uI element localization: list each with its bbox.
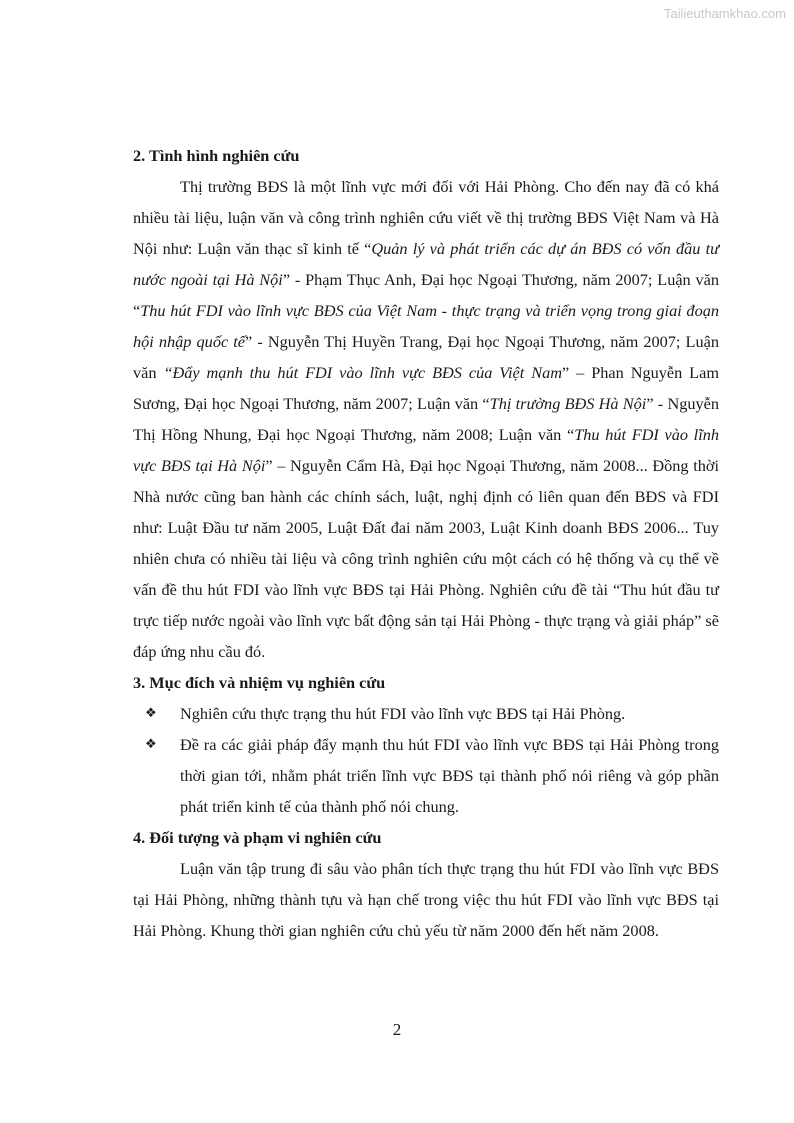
para-text: ” – Phan Nguyễn Lam Sương, Đại học Ngoại Thương, năm 2007; Luận văn “ <box>133 363 720 413</box>
italic-title: Quản lý và phát triển các dự án BĐS có vốn đầu tư nước ngoài tại Hà Nội <box>133 239 719 289</box>
para-text: ” - Nguyễn Thị Huyền Trang, Đại học Ngoại Thương, năm 2007; Luận văn <box>133 332 719 382</box>
italic-title: Thu hút FDI vào lĩnh vực BĐS tại Hà Nội <box>133 425 719 475</box>
document-body <box>133 140 719 946</box>
section-3-heading: 3. Mục đích và nhiệm vụ nghiên cứu <box>133 673 386 692</box>
para-text: ” - Phạm Thục Anh, Đại học Ngoại Thương, năm 2007; Luận văn “ <box>133 270 720 320</box>
section-4-paragraph: Luận văn tập trung đi sâu vào phân tích thực trạng thu hút FDI vào lĩnh vực BĐS tại Hải Phòng, những thành tựu và hạn chế trong việc thu hút FDI vào lĩnh vực BĐS tại Hải Phòng. Khung thời gian nghiên cứu chủ yếu từ năm 2000 đến hết năm 2008. <box>133 859 719 940</box>
list-item-text: Nghiên cứu thực trạng thu hút FDI vào lĩnh vực BĐS tại Hải Phòng. <box>180 704 626 723</box>
list-item-text: Đề ra các giải pháp đẩy mạnh thu hút FDI vào lĩnh vực BĐS tại Hải Phòng trong thời gian tới, nhằm phát triển lĩnh vực BĐS tại thành phố nói riêng và góp phần phát triển kinh tế của thành phố nói chung. <box>180 735 719 816</box>
diamond-bullet-icon: ❖ <box>145 706 157 721</box>
para-text: ” - Nguyễn Thị Hồng Nhung, Đại học Ngoại Thương, năm 2008; Luận văn “ <box>133 394 719 444</box>
list-item <box>133 698 719 729</box>
page-number: 2 <box>392 1020 402 1039</box>
italic-title: Thu hút FDI vào lĩnh vực BĐS của Việt Nam - thực trạng và triển vọng trong giai đoạn hội nhập quốc tế <box>133 301 719 351</box>
para-text: Thị trường BĐS là một lĩnh vực mới đối với Hải Phòng. Cho đến nay đã có khá nhiều tài liệu, luận văn và công trình nghiên cứu viết về thị trường BĐS Việt Nam và Hà Nội như: Luận văn thạc sĩ kinh tế “ <box>133 177 719 258</box>
list-item <box>133 729 719 822</box>
section-4-heading: 4. Đối tượng và phạm vi nghiên cứu <box>133 828 382 847</box>
italic-title: “Đẩy mạnh thu hút FDI vào lĩnh vực BĐS của Việt Nam <box>163 363 562 382</box>
purpose-list <box>133 698 719 822</box>
section-2-paragraph <box>133 171 719 667</box>
italic-title: Thị trường BĐS Hà Nội <box>489 394 647 413</box>
watermark-text: Tailieuthamkhao.com <box>663 6 786 21</box>
para-text: ” – Nguyễn Cẩm Hà, Đại học Ngoại Thương, năm 2008... Đồng thời Nhà nước cũng ban hành các chính sách, luật, nghị định có liên quan đến BĐS và FDI như: Luật Đầu tư năm 2005, Luật Đất đai năm 2003, Luật Kinh doanh BĐS 2006... Tuy nhiên chưa có nhiều tài liệu và công trình nghiên cứu một cách có hệ thống và cụ thể về vấn đề thu hút FDI vào lĩnh vực BĐS tại Hải Phòng. Nghiên cứu đề tài “Thu hút đầu tư trực tiếp nước ngoài vào lĩnh vực bất động sản tại Hải Phòng - thực trạng và giải pháp” sẽ đáp ứng nhu cầu đó. <box>133 456 719 661</box>
diamond-bullet-icon: ❖ <box>145 737 157 752</box>
section-2-heading: 2. Tình hình nghiên cứu <box>133 146 300 165</box>
